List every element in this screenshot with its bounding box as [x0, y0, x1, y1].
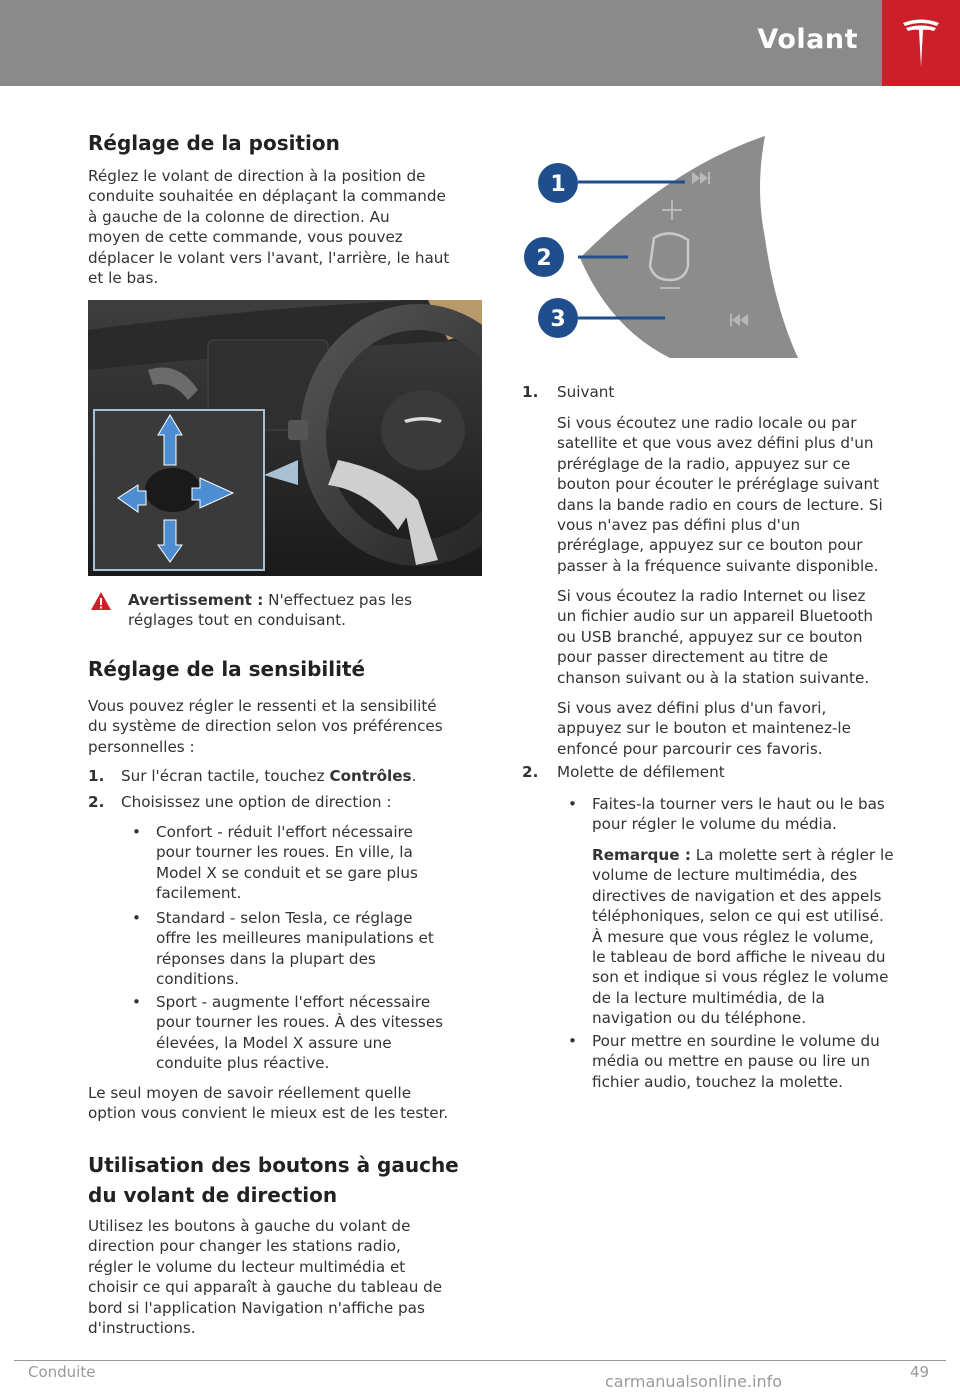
- page-title: Volant: [757, 24, 858, 55]
- controls-label: Contrôles: [329, 767, 412, 785]
- text-line: Si vous écoutez une radio locale ou par: [557, 414, 857, 432]
- paragraph-boutons: [88, 1216, 488, 1338]
- item-1-title: Suivant: [557, 383, 615, 401]
- text-line: conduite souhaitée en déplaçant la commande: [88, 187, 446, 206]
- text-line: directives de navigation et des appels: [592, 886, 882, 905]
- warning-label: Avertissement :: [128, 591, 264, 609]
- steering-buttons-diagram: [520, 128, 820, 368]
- text-line: À mesure que vous réglez le volume,: [592, 927, 874, 946]
- bullet-dot: •: [568, 1032, 577, 1050]
- heading-line: du volant de direction: [88, 1183, 338, 1207]
- paragraph-tester: [88, 1083, 488, 1124]
- text-line: Si vous avez défini plus d'un favori,: [557, 699, 827, 717]
- text-line: bord si l'application Navigation n'affiche pas: [88, 1298, 425, 1317]
- text-line: Confort - réduit l'effort nécessaire: [156, 823, 413, 841]
- section-heading-boutons: [88, 1150, 459, 1210]
- text-line: bouton pour écouter le préréglage suivant: [557, 475, 880, 494]
- text-line: pour régler le volume du média.: [592, 815, 837, 834]
- section-heading-position: Réglage de la position: [88, 131, 340, 155]
- text-line: facilement.: [156, 884, 242, 903]
- note-block: [592, 845, 932, 1029]
- text-line: réponses dans la plupart des: [156, 949, 376, 968]
- text-line: préréglage, appuyez sur ce bouton pour: [557, 536, 863, 555]
- item-1-paragraph-2: [557, 586, 927, 688]
- section-heading-sensibilite: Réglage de la sensibilité: [88, 657, 366, 681]
- label-1: 1: [550, 172, 566, 197]
- text-line: Le seul moyen de savoir réellement quelle: [88, 1084, 412, 1102]
- text-line: Model X se conduit et se gare plus: [156, 863, 418, 882]
- bullet-dot: •: [132, 909, 141, 927]
- item-1-paragraph-3: [557, 698, 927, 759]
- text-line: préréglage de la radio, appuyez sur ce: [557, 454, 851, 473]
- bullet-mute: [592, 1031, 932, 1092]
- step-number: 1.: [88, 767, 105, 785]
- step-2-text: Choisissez une option de direction :: [121, 793, 392, 811]
- text-line: enfoncé pour parcourir ces favoris.: [557, 739, 823, 758]
- text-line: direction pour changer les stations radio,: [88, 1237, 401, 1256]
- label-3: 3: [550, 307, 566, 332]
- text-line: option vous convient le mieux est de les tester.: [88, 1104, 449, 1123]
- paragraph-sensibilite: [88, 696, 488, 757]
- text-line: conduite plus réactive.: [156, 1054, 330, 1073]
- text-line: pour tourner les roues. À des vitesses: [156, 1013, 444, 1032]
- text-line: satellite et que vous avez défini plus d'un: [557, 434, 874, 453]
- bullet-sport: [156, 992, 486, 1074]
- text-line: Pour mettre en sourdine le volume du: [592, 1032, 880, 1050]
- text-line: Réglez le volant de direction à la position de: [88, 167, 426, 185]
- step-text: Sur l'écran tactile, touchez: [121, 767, 325, 785]
- text-line: Faites-la tourner vers le haut ou le bas: [592, 795, 885, 813]
- text-line: un fichier audio sur un appareil Bluetooth: [557, 607, 874, 626]
- text-line: pour tourner les roues. En ville, la: [156, 843, 413, 862]
- text-line: d'instructions.: [88, 1319, 196, 1338]
- page-header: [0, 0, 960, 86]
- footer-divider: [14, 1360, 946, 1361]
- text-line: régler le volume du lecteur multimédia et: [88, 1257, 406, 1276]
- text-line: à gauche de la colonne de direction. Au: [88, 207, 390, 226]
- text-line: choisir ce qui apparaît à gauche du tableau de: [88, 1278, 443, 1297]
- text-line: du système de direction selon vos préférences: [88, 717, 443, 736]
- text-line: le tableau de bord affiche le niveau du: [592, 948, 886, 967]
- text-line: volume de lecture multimédia, des: [592, 866, 858, 885]
- text-line: élevées, la Model X assure une: [156, 1033, 392, 1052]
- item-number: 2.: [522, 763, 539, 781]
- warning-line: réglages tout en conduisant.: [128, 611, 346, 630]
- text-line: appuyez sur le bouton et maintenez-le: [557, 719, 851, 738]
- text-line: Utilisez les boutons à gauche du volant de: [88, 1217, 411, 1235]
- text-line: vous n'avez pas défini plus d'un: [557, 516, 801, 535]
- watermark: carmanualsonline.info: [605, 1372, 783, 1391]
- text-line: pour passer directement au titre de: [557, 648, 829, 667]
- bullet-dot: •: [132, 823, 141, 841]
- step-1-text: [121, 766, 491, 786]
- warning-icon: [90, 591, 112, 611]
- label-2: 2: [536, 246, 552, 271]
- item-1-paragraph-1: [557, 413, 927, 576]
- text-line: personnelles :: [88, 737, 195, 756]
- bullet-confort: [156, 822, 486, 904]
- text-line: La molette sert à régler le: [695, 846, 894, 864]
- tesla-logo-icon: [901, 17, 941, 69]
- text-line: déplacer le volant vers l'avant, l'arrière, le haut: [88, 248, 450, 267]
- item-number: 1.: [522, 383, 539, 401]
- step-text-end: .: [411, 767, 417, 785]
- note-label: Remarque :: [592, 846, 691, 864]
- text-line: Standard - selon Tesla, ce réglage: [156, 909, 413, 927]
- text-line: passer à la fréquence suivante disponible.: [557, 556, 879, 575]
- text-line: son et indique si vous réglez le volume: [592, 968, 889, 987]
- steering-column-photo: [88, 300, 482, 576]
- text-line: Vous pouvez régler le ressenti et la sensibilité: [88, 697, 437, 715]
- bullet-standard: [156, 908, 486, 990]
- text-line: dans la bande radio en cours de lecture. Si: [557, 495, 883, 514]
- text-line: et le bas.: [88, 269, 159, 288]
- item-2-title: Molette de défilement: [557, 763, 725, 781]
- text-line: ou USB branché, appuyez sur ce bouton: [557, 627, 863, 646]
- heading-line: Utilisation des boutons à gauche: [88, 1153, 459, 1177]
- bullet-volume: [592, 794, 932, 835]
- step-number: 2.: [88, 793, 105, 811]
- footer-section: Conduite: [28, 1363, 96, 1381]
- text-line: navigation ou du téléphone.: [592, 1009, 807, 1028]
- text-line: chanson suivant ou à la station suivante.: [557, 668, 870, 687]
- text-line: moyen de cette commande, vous pouvez: [88, 228, 403, 247]
- bullet-dot: •: [132, 993, 141, 1011]
- text-line: offre les meilleures manipulations et: [156, 929, 434, 948]
- text-line: de la lecture multimédia, de la: [592, 988, 825, 1007]
- text-line: Si vous écoutez la radio Internet ou lisez: [557, 587, 866, 605]
- text-line: fichier audio, touchez la molette.: [592, 1072, 843, 1091]
- bullet-dot: •: [568, 795, 577, 813]
- page-number: 49: [910, 1363, 930, 1381]
- tesla-logo: [882, 0, 960, 86]
- warning-line: N'effectuez pas les: [268, 591, 413, 609]
- warning-text: [128, 590, 488, 631]
- text-line: Sport - augmente l'effort nécessaire: [156, 993, 431, 1011]
- text-line: téléphoniques, selon ce qui est utilisé.: [592, 907, 884, 926]
- text-line: conditions.: [156, 970, 239, 989]
- paragraph-position: [88, 166, 488, 288]
- text-line: média ou mettre en pause ou lire un: [592, 1052, 870, 1071]
